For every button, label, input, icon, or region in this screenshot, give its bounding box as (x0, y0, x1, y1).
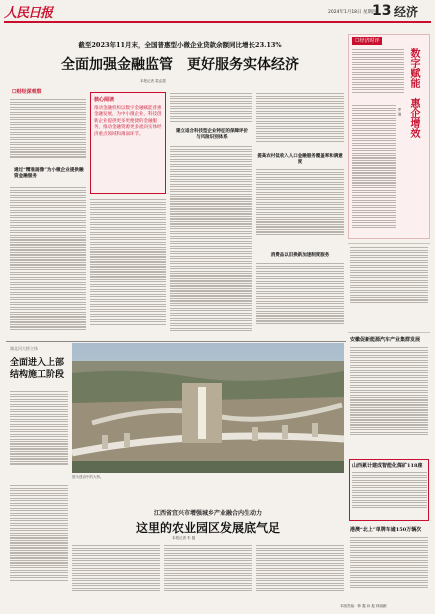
newspaper-logo: 人民日报 (4, 6, 53, 21)
commentary-tag: ☐经济时评 (352, 37, 382, 45)
lead-body-col1b (10, 186, 86, 336)
bottom-body-col1 (72, 544, 160, 602)
subhead-3: 消费品以旧换新加速制度服务 (270, 253, 330, 258)
core-reading-box (90, 92, 166, 194)
subhead-2: 提高农村低收入人口金融服务覆盖率和满意度 (257, 154, 343, 165)
news-title-3: 港澳“北上”单牌车逾150万辆次 (350, 527, 422, 533)
lead-kicker: 截至2023年11月末，全国普惠型小微企业贷款余额同比增长23.13% (78, 41, 282, 49)
side-story-tag: 湖北河大桥主体 (10, 346, 38, 351)
bridge-photo-image (72, 343, 344, 473)
lead-body-col1 (10, 98, 86, 164)
date-line: 2024年1月18日 星期四 (328, 10, 377, 15)
lead-body-col4a (256, 92, 344, 152)
section-divider (6, 341, 346, 342)
bottom-body-col2 (164, 544, 252, 602)
commentary-title: 数字赋能 惠企增效 (408, 48, 419, 138)
commentary-author: 罗 珊 (398, 108, 402, 117)
section-name: 经济 (394, 5, 419, 19)
news-title-2: 山西累计建成智能化煤矿118座 (352, 463, 423, 469)
lead-body-col4c (256, 262, 344, 338)
lead-body-col3a (170, 92, 252, 128)
bridge-photo (72, 343, 344, 473)
side-story-body (10, 390, 68, 480)
masthead-rule (4, 21, 431, 23)
news-divider-1 (348, 243, 430, 244)
lead-body-col4b (256, 168, 344, 250)
commentary-lead (352, 48, 404, 102)
commentary-body (352, 104, 396, 234)
core-reading-title: 核心阅读 (94, 97, 115, 103)
news-body-2 (352, 471, 427, 517)
bottom-headline: 这里的农业园区发展底气足 (135, 521, 280, 535)
page-footer: 本版责编：韩 鑫 孙 振 林丽鹂 (340, 604, 387, 608)
bottom-byline: 本报记者 朱 磊 (172, 536, 196, 540)
news-body-3 (350, 536, 428, 600)
bottom-kicker: 江西省宜兴市增强城乡产业融合内生动力 (153, 510, 262, 517)
page-number: 13 (372, 3, 392, 19)
masthead (0, 0, 435, 22)
news-divider-2 (348, 332, 430, 333)
sub-kicker: ☐财经深观察 (12, 89, 42, 95)
news-title-1: 安徽促新能源汽车产业集群发展 (350, 337, 421, 343)
subhead-1: 建立适合科技型企业特征的保障评价与风险识别体系 (176, 129, 248, 140)
bottom-body-col3 (256, 544, 344, 602)
lead-body-col3b (170, 145, 252, 338)
left-col-title: 通过“精准画像”为小微企业提供融资金融服务 (14, 168, 84, 179)
news-body-1 (350, 346, 428, 454)
bottom-body-col0 (10, 484, 68, 602)
right-top-body (350, 246, 428, 316)
side-story-title: 全面进入上部结构施工阶段 (10, 358, 65, 380)
lead-body-col2 (90, 198, 166, 338)
photo-caption: 图为建设中的大桥。 (72, 475, 104, 479)
core-reading-text: 推动金融机构以数字金融赋能普惠金融发展，为中小微企业、科技创新企业提供更多更便捷的金融服务，推动金融资源更多流向实体经济重点领域和薄弱环节。 (94, 106, 162, 137)
lead-byline: 本报记者 葛孟超 (140, 79, 166, 83)
lead-headline: 全面加强金融监管 更好服务实体经济 (61, 57, 299, 73)
